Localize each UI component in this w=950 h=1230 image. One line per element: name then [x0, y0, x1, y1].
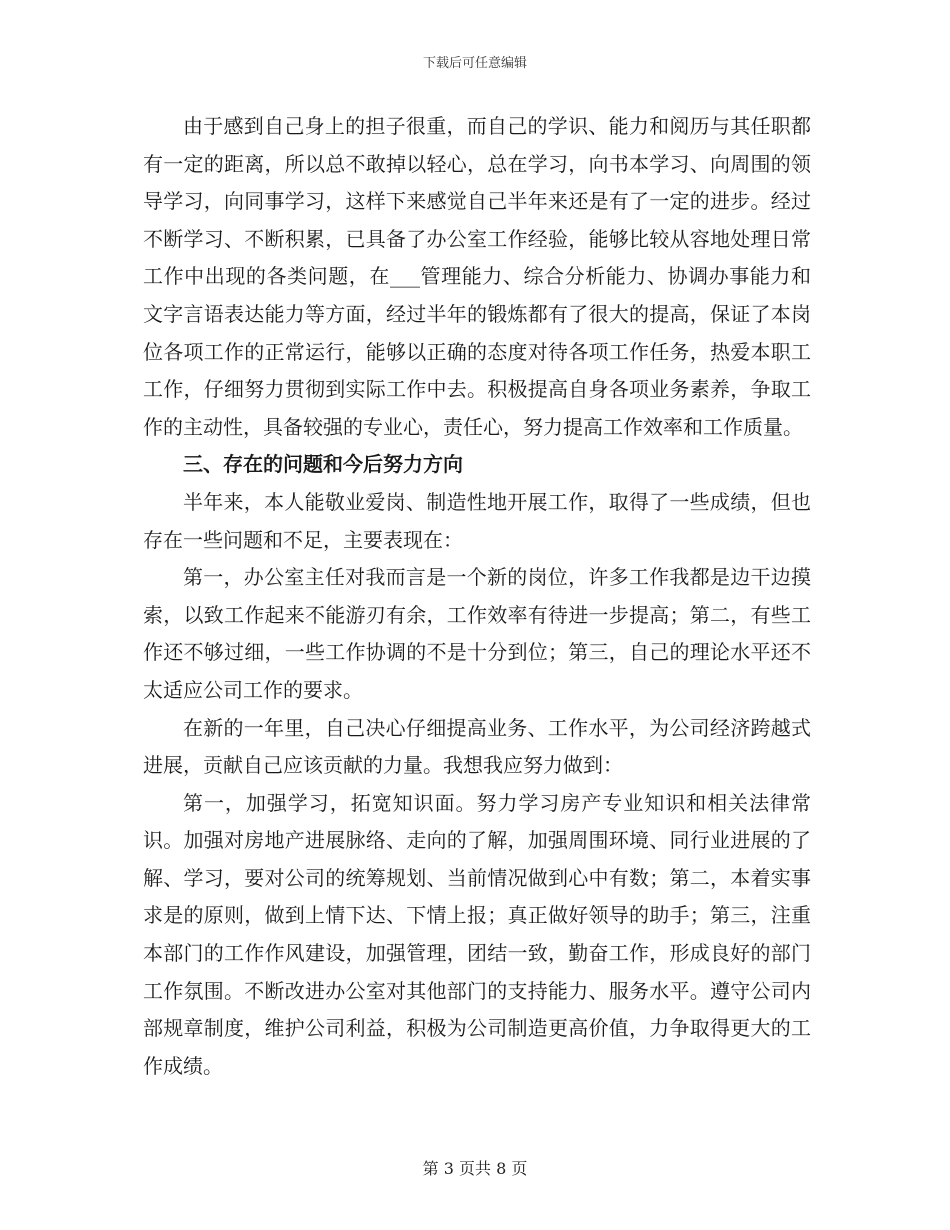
section-heading-problems: 三、存在的问题和今后努力方向 [183, 452, 463, 477]
page-number-footer: 第 3 页共 8 页 [422, 1159, 528, 1178]
paragraph-problems-intro: 半年来，本人能敬业爱岗、制造性地开展工作，取得了一些成绩，但也存在一些问题和不足，主要表现在： [143, 489, 811, 552]
paragraph-study-progress: 由于感到自己身上的担子很重，而自己的学识、能力和阅历与其任职都有一定的距离，所以总不敢掉以轻心，总在学习，向书本学习、向周围的领导学习，向同事学习，这样下来感觉自己半年来还是有了一定的进步。经过不断学习、不断积累，已具备了办公室工作经验，能够比较从容地处理日常工作中出现的各类问题，在___管理能力、综合分析能力、协调办事能力和文字言语表达能力等方面，经过半年的锻炼都有了很大的提高，保证了本岗位各项工作的正常运行，能够以正确的态度对待各项工作任务，热爱本职工工作，仔细努力贯彻到实际工作中去。积极提高自身各项业务素养，争取工作的主动性，具备较强的专业心，责任心，努力提高工作效率和工作质量。 [143, 114, 811, 439]
document-body [143, 108, 811, 1085]
page-header: 下载后可任意编辑 [422, 56, 527, 71]
paragraph-action-plan: 第一，加强学习，拓宽知识面。努力学习房产专业知识和相关法律常识。加强对房地产进展脉络、走向的了解，加强周围环境、同行业进展的了解、学习，要对公司的统筹规划、当前情况做到心中有数；第二，本着实事求是的原则，做到上情下达、下情上报；真正做好领导的助手；第三，注重本部门的工作作风建设，加强管理，团结一致，勤奋工作，形成良好的部门工作氛围。不断改进办公室对其他部门的支持能力、服务水平。遵守公司内部规章制度，维护公司利益，积极为公司制造更高价值，力争取得更大的工作成绩。 [143, 790, 811, 1078]
paragraph-problems-list: 第一，办公室主任对我而言是一个新的岗位，许多工作我都是边干边摸索，以致工作起来不能游刃有余，工作效率有待进一步提高；第二，有些工作还不够过细，一些工作协调的不是十分到位；第三，自己的理论水平还不太适应公司工作的要求。 [143, 565, 811, 702]
paragraph-new-year-goal: 在新的一年里，自己决心仔细提高业务、工作水平，为公司经济跨越式进展，贡献自己应该贡献的力量。我想我应努力做到： [143, 715, 811, 778]
